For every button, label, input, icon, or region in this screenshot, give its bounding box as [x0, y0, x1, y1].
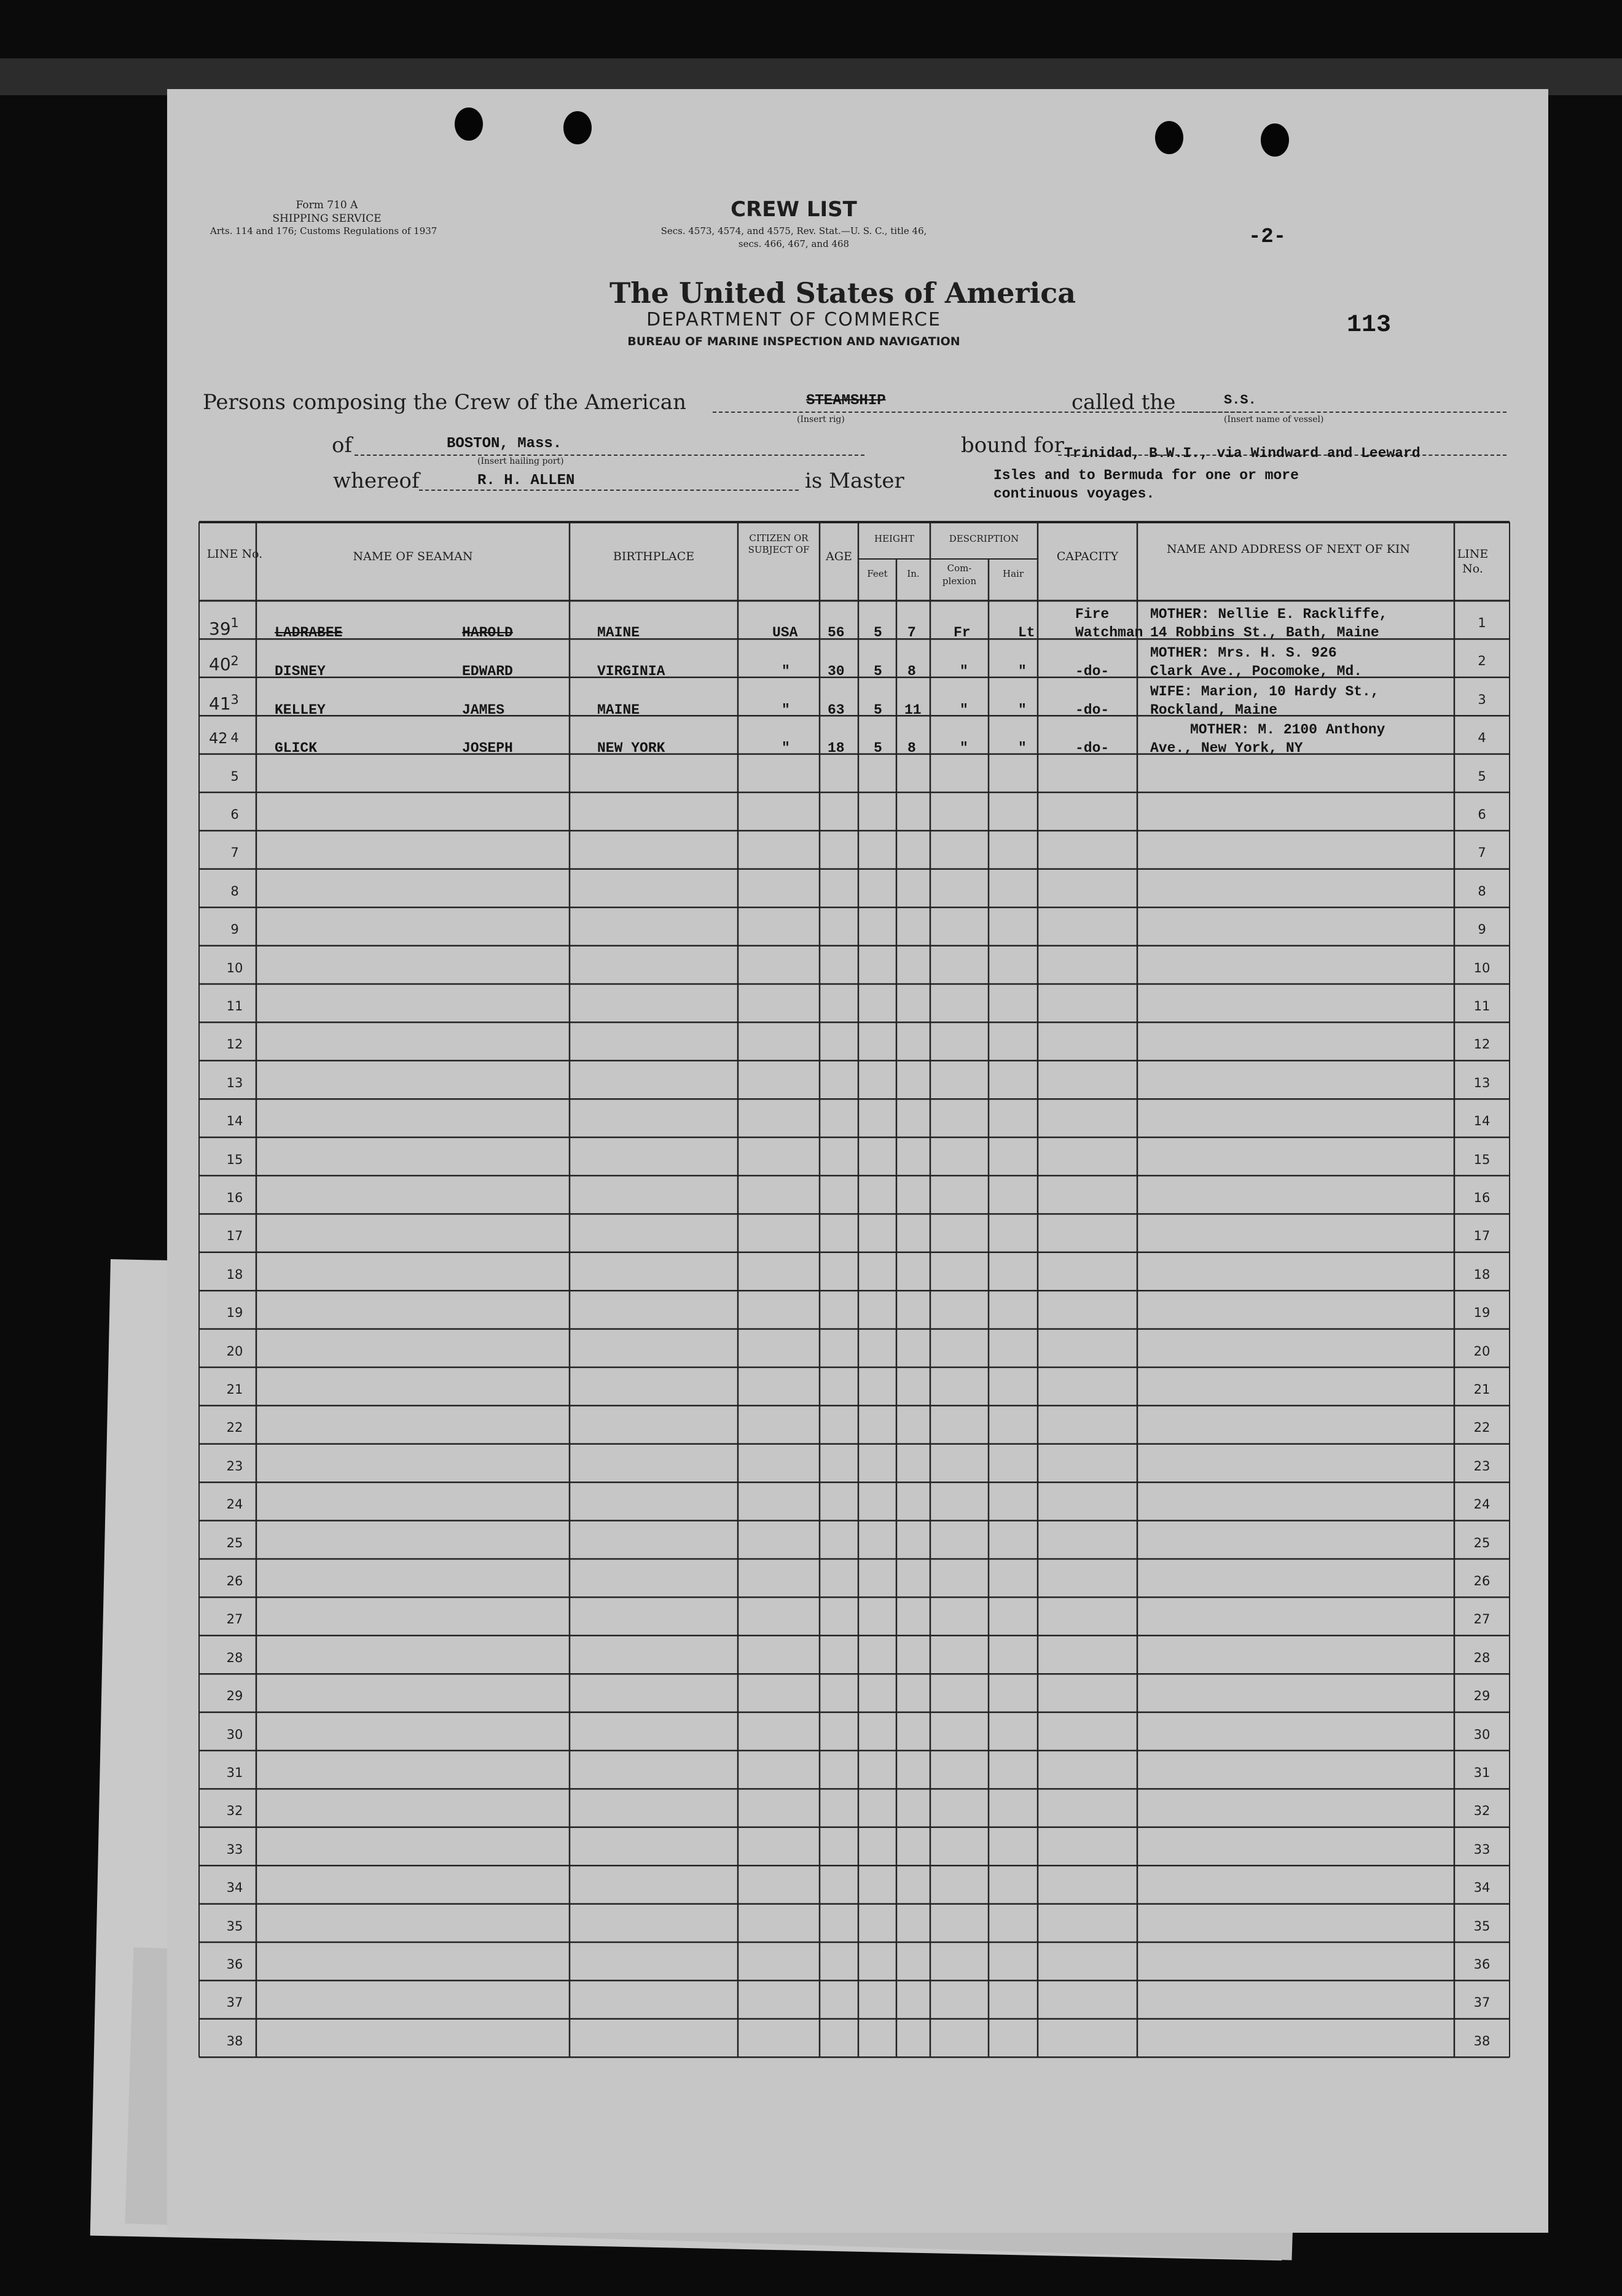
line-number-right: 8 — [1478, 883, 1486, 899]
line-number-right: 21 — [1473, 1382, 1491, 1397]
seaman-capacity: Fire — [1075, 606, 1110, 622]
col-header-description: DESCRIPTION — [949, 533, 1019, 544]
line-number-right: 27 — [1473, 1612, 1491, 1627]
line-number-right: 22 — [1473, 1420, 1491, 1435]
bureau-heading: BUREAU OF MARINE INSPECTION AND NAVIGATION — [627, 335, 960, 348]
line-number-left: 11 — [226, 999, 243, 1013]
seaman-surname: DISNEY — [275, 663, 326, 679]
line-number-right: 14 — [1473, 1114, 1491, 1129]
department-heading: DEPARTMENT OF COMMERCE — [646, 309, 941, 330]
line-number-left: 12 — [226, 1037, 243, 1052]
line-number-left: 19 — [226, 1305, 243, 1321]
line-number-left: 35 — [226, 1918, 243, 1934]
master-label: is Master — [805, 469, 904, 493]
seaman-capacity: -do- — [1075, 702, 1110, 718]
line-number-left: 32 — [226, 1803, 243, 1819]
col-header-feet: Feet — [867, 568, 888, 579]
seaman-capacity-2: Watchman — [1075, 625, 1143, 641]
seaman-birthplace: VIRGINIA — [597, 663, 665, 679]
seaman-given-name: HAROLD — [462, 625, 513, 641]
line-number-right: 18 — [1473, 1267, 1491, 1282]
seaman-inches: 8 — [907, 663, 916, 679]
seaman-age: 56 — [828, 625, 845, 641]
seaman-age: 63 — [828, 702, 845, 718]
line-number-left: 26 — [226, 1574, 243, 1588]
line-number-left: 18 — [226, 1267, 243, 1282]
line-number-left: 14 — [226, 1114, 243, 1129]
line-number-left: 36 — [226, 1957, 243, 1972]
next-of-kin-1: MOTHER: M. 2100 Anthony — [1190, 722, 1385, 738]
rig-caption: (Insert rig) — [797, 415, 845, 424]
called-label: called the — [1072, 390, 1176, 415]
destination-1: Trinidad, B.W.I., via Windward and Leeward — [1064, 445, 1420, 461]
col-header-complexion: Com-plexion — [942, 563, 977, 587]
line-number-right: 15 — [1473, 1152, 1491, 1167]
page-number: 113 — [1347, 311, 1392, 339]
line-number-right: 12 — [1473, 1037, 1491, 1052]
col-header-hair: Hair — [1003, 568, 1024, 579]
seaman-feet: 5 — [874, 740, 882, 756]
seaman-birthplace: MAINE — [597, 625, 640, 641]
line-number-right: 30 — [1473, 1727, 1491, 1742]
line-number-left: 7 — [230, 845, 239, 861]
line-number-left: 33 — [226, 1841, 243, 1857]
country-heading: The United States of America — [609, 276, 1076, 310]
written-line-no: 40 — [209, 654, 231, 674]
line-number-left: 17 — [226, 1228, 243, 1244]
col-header-age: AGE — [826, 550, 852, 563]
line-number-left: 31 — [226, 1765, 243, 1780]
seaman-citizenship: " — [782, 702, 790, 718]
seaman-feet: 5 — [874, 663, 882, 679]
line-number-right: 33 — [1473, 1841, 1491, 1857]
line-number-left: 8 — [230, 883, 239, 899]
next-of-kin-2: Ave., New York, NY — [1150, 740, 1303, 756]
line-number-left: 15 — [226, 1152, 243, 1167]
master-name: R. H. ALLEN — [477, 472, 575, 489]
seaman-birthplace: NEW YORK — [597, 740, 665, 756]
seaman-inches: 11 — [904, 702, 922, 718]
hailing-port: BOSTON, Mass. — [447, 435, 562, 452]
line-number-right: 16 — [1473, 1190, 1491, 1205]
line-number-right: 37 — [1473, 1995, 1491, 2010]
seaman-feet: 5 — [874, 625, 882, 641]
line-number-right: 26 — [1473, 1574, 1491, 1588]
line-number-left: 21 — [226, 1382, 243, 1397]
form-regulations: Arts. 114 and 176; Customs Regulations of 1937 — [210, 225, 437, 236]
next-of-kin-2: 14 Robbins St., Bath, Maine — [1150, 625, 1379, 641]
line-number-left: 28 — [226, 1650, 243, 1665]
line-number-right: 36 — [1473, 1957, 1491, 1972]
destination-3: continuous voyages. — [993, 486, 1155, 502]
seaman-inches: 8 — [907, 740, 916, 756]
col-header-line-no: LINE No. — [206, 547, 263, 561]
line-number-left: 6 — [230, 807, 239, 822]
col-header-height: HEIGHT — [874, 533, 915, 544]
line-number-right: 4 — [1478, 730, 1486, 746]
next-of-kin-1: WIFE: Marion, 10 Hardy St., — [1150, 684, 1379, 700]
line-number-right: 25 — [1473, 1535, 1491, 1550]
seaman-hair: Lt — [1018, 625, 1035, 641]
line-number-right: 7 — [1478, 845, 1486, 861]
line-number-left: 10 — [226, 960, 243, 975]
line-number-right: 24 — [1473, 1497, 1491, 1512]
line-number-left: 2 — [230, 654, 239, 669]
seaman-citizenship: " — [782, 740, 790, 756]
port-caption: (Insert hailing port) — [477, 456, 564, 466]
col-header-citizen: CITIZEN OR SUBJECT OF — [748, 533, 810, 555]
seaman-capacity: -do- — [1075, 663, 1110, 679]
form-number: Form 710 A — [296, 199, 358, 211]
line-number-right: 32 — [1473, 1803, 1491, 1819]
written-line-no: 39 — [209, 619, 231, 639]
col-header-inches: In. — [907, 568, 920, 579]
seaman-surname: LADRABEE — [275, 625, 343, 641]
line-number-right: 29 — [1473, 1689, 1491, 1704]
written-line-no: 42 — [209, 730, 228, 747]
seaman-birthplace: MAINE — [597, 702, 640, 718]
line-number-right: 17 — [1473, 1228, 1491, 1244]
line-number-right: 11 — [1473, 999, 1491, 1013]
line-number-right: 38 — [1473, 2033, 1491, 2048]
line-number-right: 6 — [1478, 807, 1486, 822]
line-number-left: 24 — [226, 1497, 243, 1512]
next-of-kin-2: Clark Ave., Pocomoke, Md. — [1150, 663, 1363, 679]
seaman-age: 18 — [828, 740, 845, 756]
rig-value: STEAMSHIP — [806, 392, 886, 409]
form-title: CREW LIST — [731, 197, 857, 222]
line-number-left: 30 — [226, 1727, 243, 1742]
line-number-left: 29 — [226, 1689, 243, 1704]
seaman-given-name: EDWARD — [462, 663, 513, 679]
line-number-right: 35 — [1473, 1918, 1491, 1934]
statutes-line-1: Secs. 4573, 4574, and 4575, Rev. Stat.—U. S. C., title 46, — [660, 225, 927, 236]
seaman-hair: " — [1018, 663, 1027, 679]
line-number-left: 27 — [226, 1612, 243, 1627]
of-label: of — [332, 433, 353, 458]
line-number-left: 23 — [226, 1458, 243, 1474]
line-number-left: 13 — [226, 1075, 243, 1090]
col-header-capacity: CAPACITY — [1056, 550, 1119, 563]
line-number-right: 3 — [1478, 692, 1486, 707]
statutes-line-2: secs. 466, 467, and 468 — [738, 238, 850, 249]
col-header-line-no-right: LINE No. — [1457, 547, 1489, 576]
next-of-kin-1: MOTHER: Nellie E. Rackliffe, — [1150, 606, 1388, 622]
line-number-right: 23 — [1473, 1458, 1491, 1474]
seaman-surname: GLICK — [275, 740, 318, 756]
bound-label: bound for — [961, 433, 1064, 458]
seaman-inches: 7 — [907, 625, 916, 641]
seaman-hair: " — [1018, 740, 1027, 756]
seaman-feet: 5 — [874, 702, 882, 718]
seaman-complexion: Fr — [954, 625, 971, 641]
line-number-right: 2 — [1478, 654, 1486, 669]
col-header-name: NAME OF SEAMAN — [353, 550, 473, 563]
seaman-citizenship: " — [782, 663, 790, 679]
crew-list-page — [167, 89, 1548, 2233]
seaman-given-name: JAMES — [462, 702, 505, 718]
seaman-citizenship: USA — [772, 625, 798, 641]
next-of-kin-2: Rockland, Maine — [1150, 702, 1278, 718]
line-number-right: 13 — [1473, 1075, 1491, 1090]
line-number-left: 38 — [226, 2033, 243, 2048]
col-header-birthplace: BIRTHPLACE — [613, 550, 695, 563]
seaman-complexion: " — [960, 663, 968, 679]
next-of-kin-1: MOTHER: Mrs. H. S. 926 — [1150, 645, 1337, 661]
seaman-hair: " — [1018, 702, 1027, 718]
line-number-right: 31 — [1473, 1765, 1491, 1780]
seaman-surname: KELLEY — [275, 702, 326, 718]
seaman-age: 30 — [828, 663, 845, 679]
vessel-caption: (Insert name of vessel) — [1224, 415, 1324, 424]
line-number-left: 9 — [230, 922, 239, 937]
line-number-left: 16 — [226, 1190, 243, 1205]
vessel-name: S.S. — [1224, 392, 1256, 408]
whereof-label: whereof — [333, 469, 420, 493]
persons-label: Persons composing the Crew of the American — [203, 390, 686, 415]
line-number-left: 37 — [226, 1995, 243, 2010]
seaman-complexion: " — [960, 702, 968, 718]
seaman-complexion: " — [960, 740, 968, 756]
line-number-left: 34 — [226, 1880, 243, 1896]
line-number-right: 5 — [1478, 768, 1486, 784]
line-number-right: 20 — [1473, 1343, 1491, 1359]
line-number-right: 9 — [1478, 922, 1486, 937]
table-grid — [167, 89, 1548, 2233]
line-number-left: 1 — [230, 615, 239, 630]
line-number-right: 10 — [1473, 960, 1491, 975]
seaman-given-name: JOSEPH — [462, 740, 513, 756]
line-number-right: 28 — [1473, 1650, 1491, 1665]
col-header-next-of-kin: NAME AND ADDRESS OF NEXT OF KIN — [1166, 542, 1411, 556]
form-service: SHIPPING SERVICE — [272, 213, 382, 225]
seaman-capacity: -do- — [1075, 740, 1110, 756]
line-number-right: 1 — [1478, 615, 1486, 630]
line-number-left: 4 — [230, 730, 239, 746]
line-number-left: 5 — [230, 768, 239, 784]
line-number-left: 22 — [226, 1420, 243, 1435]
line-number-left: 20 — [226, 1343, 243, 1359]
destination-2: Isles and to Bermuda for one or more — [993, 467, 1299, 483]
line-number-right: 19 — [1473, 1305, 1491, 1321]
sheet-number: -2- — [1248, 225, 1287, 249]
line-number-right: 34 — [1473, 1880, 1491, 1896]
written-line-no: 41 — [209, 693, 231, 714]
line-number-left: 3 — [230, 692, 239, 707]
line-number-left: 25 — [226, 1535, 243, 1550]
